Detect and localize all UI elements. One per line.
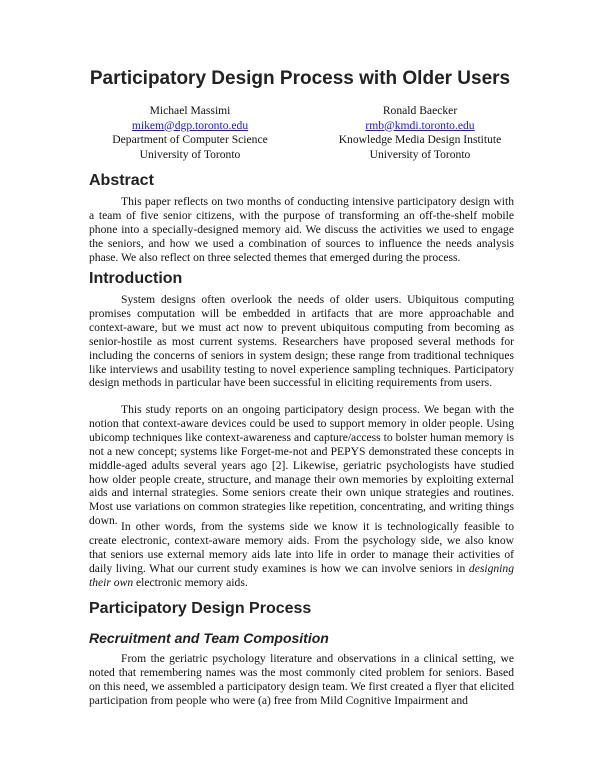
author-department: Department of Computer Science xyxy=(112,133,268,147)
introduction-heading: Introduction xyxy=(89,270,183,287)
paragraph-text: electronic memory aids. xyxy=(133,575,248,589)
author-department: Knowledge Media Design Institute xyxy=(338,133,502,147)
paper-title: Participatory Design Process with Older Users xyxy=(89,68,511,89)
author-name: Ronald Baecker xyxy=(382,104,458,117)
paragraph-text: In other words, from the systems side we know it is technologically feasible to create electronic, context-aware memory aids. From the psychology side, we also know that seniors use external memory aids late into life in order to manage their activities of daily living. What our current study examines is how we can involve seniors in xyxy=(89,520,514,575)
author-institution: University of Toronto xyxy=(139,147,241,161)
abstract-heading: Abstract xyxy=(89,172,154,189)
abstract-paragraph: This paper reflects on two months of conducting intensive participatory design with a team of five senior citizens, with the purpose of transforming an off-the-shelf mobile phone into a specially-designed memory aid. We discuss the activities we used to engage the seniors, and how we used a combination of sources to influence the needs analysis phase. We also reflect on three selected themes that emerged during the process. xyxy=(89,195,514,264)
process-paragraph-1: From the geriatric psychology literature and observations in a clinical setting, we noted that remembering names was the most commonly cited problem for seniors. Based on this need, we assembled a participatory design team. We first created a flyer that elicited participation from people who were (a) free from Mild Cognitive Impairment and xyxy=(89,652,514,707)
process-heading: Participatory Design Process xyxy=(89,600,312,617)
introduction-paragraph-3 xyxy=(89,520,514,590)
author-email-link[interactable]: rmb@kmdi.toronto.edu xyxy=(365,118,475,132)
author-block-2 xyxy=(270,104,570,162)
author-name: Michael Massimi xyxy=(149,104,231,117)
author-email-link[interactable]: mikem@dgp.toronto.edu xyxy=(131,118,249,132)
recruitment-subheading: Recruitment and Team Composition xyxy=(89,630,329,646)
emphasis-text: designing their own xyxy=(89,561,514,589)
introduction-paragraph-1: System designs often overlook the needs of older users. Ubiquitous computing promises computation will be embedded in artifacts that are more approachable and context-aware, but we must act now to prevent ubiquitous computing from becoming as senior-hostile as most current systems. Researchers have proposed several methods for including the concerns of seniors in system design; these range from traditional techniques like interviews and usability testing to novel experience sampling techniques. Participatory design methods in particular have been successful in eliciting requirements from users. xyxy=(89,293,514,390)
author-institution: University of Toronto xyxy=(369,147,471,161)
introduction-paragraph-2: This study reports on an ongoing participatory design process. We began with the notion that context-aware devices could be used to support memory in older people. Using ubicomp techniques like context-awareness and capture/access to bolster human memory is not a new concept; systems like Forget-me-not and PEPYS demonstrated these concepts in middle-aged adults several years ago [2]. Likewise, geriatric psychologists have studied how older people create, structure, and manage their own memories by exploiting external aids and internal strategies. Some seniors create their own unique strategies and routines. Most use variations on common strategies like repetition, concentrating, and writing things down. xyxy=(89,403,514,528)
